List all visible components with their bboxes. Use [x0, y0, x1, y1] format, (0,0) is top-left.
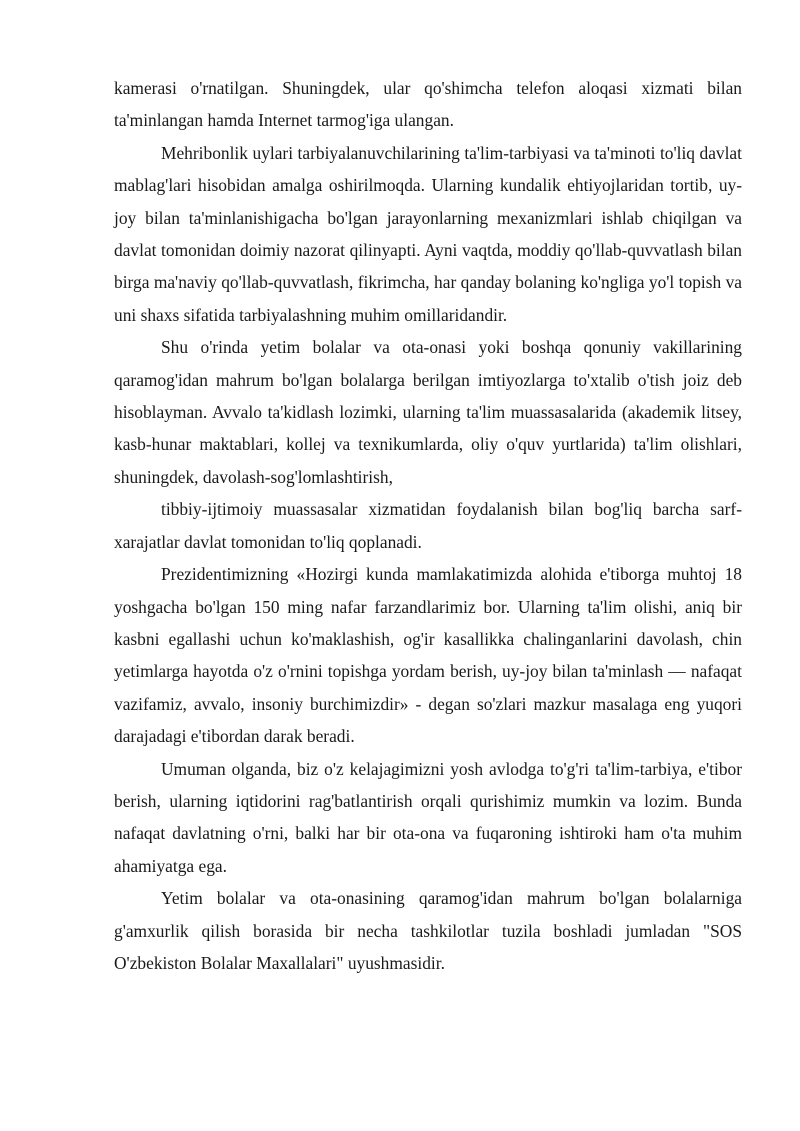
paragraph-3: Shu o'rinda yetim bolalar va ota-onasi yoki boshqa qonuniy vakillarining qaramog'idan mahrum bo'lgan bolalarga berilgan imtiyozlarga to'xtalib o'tish joiz deb hisoblayman. Avvalo ta'kidlash lozimki, ularning ta'lim muassasalarida (akademik litsey, kasb-hunar maktablari, kollej va texnikumlarda, oliy o'quv yurtlarida) ta'lim olishlari, shuningdek, davolash-sog'lomlashtirish,: [114, 337, 742, 487]
paragraph-4: tibbiy-ijtimoiy muassasalar xizmatidan foydalanish bilan bog'liq barcha sarf-xarajatlar davlat tomonidan to'liq qoplanadi.: [114, 499, 742, 552]
paragraph-5: Prezidentimizning «Hozirgi kunda mamlakatimizda alohida e'tiborga muhtoj 18 yoshgacha bo'lgan 150 ming nafar farzandlarimiz bor. Ularning ta'lim olishi, aniq bir kasbni egallashi uchun ko'maklashish, og'ir kasallikka chalinganlarini davolash, chin yetimlarga hayotda o'z o'rnini topishga yordam berish, uy-joy bilan ta'minlash — nafaqat vazifamiz, avvalo, insoniy burchimizdir» - degan so'zlari mazkur masalaga eng yuqori darajadagi e'tibordan darak beradi.: [114, 564, 742, 747]
paragraph-1: kamerasi o'rnatilgan. Shuningdek, ular qo'shimcha telefon aloqasi xizmati bilan ta'minlangan hamda Internet tarmog'iga ulangan.: [114, 78, 742, 131]
paragraph-2: Mehribonlik uylari tarbiyalanuvchilarining ta'lim-tarbiyasi va ta'minoti to'liq davlat mablag'lari hisobidan amalga oshirilmoqda. Ularning kundalik ehtiyojlaridan tortib, uy-joy bilan ta'minlanishigacha bo'lgan jarayonlarning mexanizmlari ishlab chiqilgan va davlat tomonidan doimiy nazorat qilinyapti. Ayni vaqtda, moddiy qo'llab-quvvatlash bilan birga ma'naviy qo'llab-quvvatlash, fikrimcha, har qanday bolaning ko'ngliga yo'l topish va uni shaxs sifatida tarbiyalashning muhim omillaridandir.: [114, 142, 742, 325]
paragraph-7: Yetim bolalar va ota-onasining qaramog'idan mahrum bo'lgan bolalarniga g'amxurlik qilish borasida bir necha tashkilotlar tuzila boshladi jumladan "SOS O'zbekiston Bolalar Maxallalari" uyushmasidir.: [114, 888, 742, 973]
body-text: [114, 72, 742, 979]
paragraph-6: Umuman olganda, biz o'z kelajagimizni yosh avlodga to'g'ri ta'lim-tarbiya, e'tibor berish, ularning iqtidorini rag'batlantirish orqali qurishimiz mumkin va lozim. Bunda nafaqat davlatning o'rni, balki har bir ota-ona va fuqaroning ishtiroki ham o'ta muhim ahamiyatga ega.: [114, 758, 742, 876]
